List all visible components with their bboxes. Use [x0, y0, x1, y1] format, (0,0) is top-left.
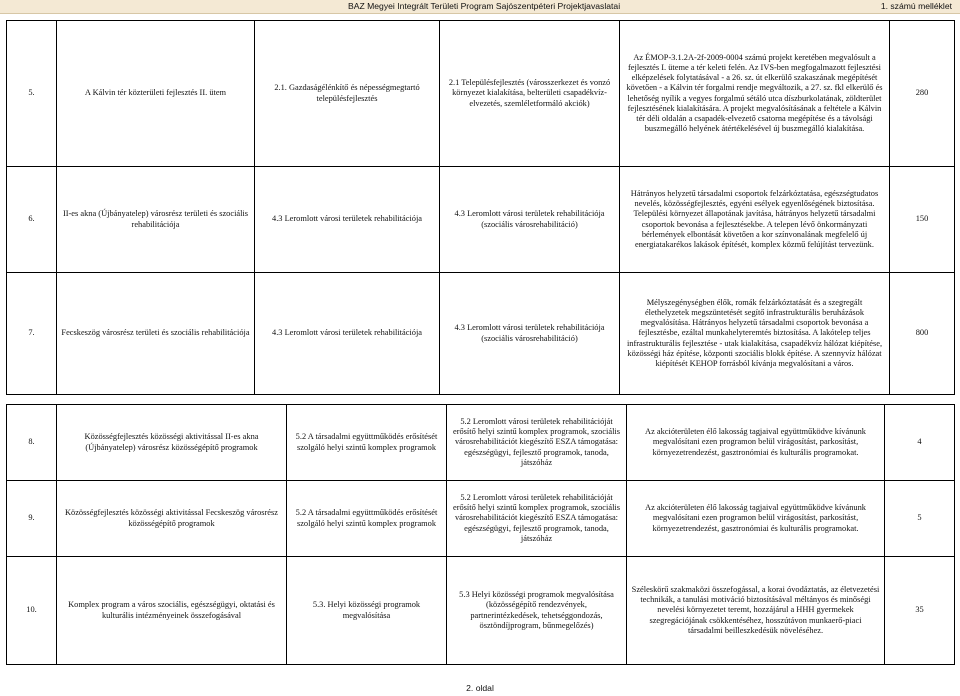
project-name: Fecskeszög városrész területi és szociális rehabilitációja: [57, 273, 255, 395]
project-name: II-es akna (Újbányatelep) városrész területi és szociális rehabilitációja: [57, 167, 255, 273]
priority-cell: 5.2 A társadalmi együttműködés erősítését szolgáló helyi szintű komplex programok: [287, 405, 447, 481]
table-row: [7, 273, 955, 395]
measure-cell: 4.3 Leromlott városi területek rehabilitációja (szociális városrehabilitáció): [440, 273, 620, 395]
table-row: [7, 21, 955, 167]
table-row: [7, 167, 955, 273]
document-title: BAZ Megyei Integrált Területi Program Sajószentpéteri Projektjavaslatai: [348, 1, 621, 11]
amount-cell: 280: [890, 21, 955, 167]
amount-cell: 800: [890, 273, 955, 395]
measure-cell: 5.3 Helyi közösségi programok megvalósítása (közösségépítő rendezvények, partnerintézkedések, tehetséggondozás, ösztöndíjprogram, bűnmegelőzés): [447, 557, 627, 665]
amount-cell: 5: [885, 481, 955, 557]
row-number: 6.: [7, 167, 57, 273]
description-cell: Mélyszegénységben élők, romák felzárkóztatását és a szegregált élethelyzetek megszüntetését segítő infrastrukturális beruházások megvalósítása. Hátrányos helyzetű társadalmi csoportok bevonása a fejlesztésbe, ezáltal munkahelyteremtés biztosítása. A lakótelep teljes infrastrukturális fejlesztése - utak kialakítása, csapadékvíz hálózat kiépítése, közösségi ház építése, központi szociális blokk építése. A szennyvíz hálózat kiépítését KEHOP forrásból kívánja megvalósítani a város.: [620, 273, 890, 395]
measure-cell: 2.1 Településfejlesztés (városszerkezet és vonzó környezet kialakítása, belterületi csapadékvíz-elvezetés, szemléletformáló akciók): [440, 21, 620, 167]
priority-cell: 2.1. Gazdaságélénkítő és népességmegtartó településfejlesztés: [255, 21, 440, 167]
amount-cell: 4: [885, 405, 955, 481]
project-name: Közösségfejlesztés közösségi aktivitással Fecskeszög városrész közösségépítő programok: [57, 481, 287, 557]
priority-cell: 5.2 A társadalmi együttműködés erősítését szolgáló helyi szintű komplex programok: [287, 481, 447, 557]
amount-cell: 150: [890, 167, 955, 273]
amount-cell: 35: [885, 557, 955, 665]
row-number: 5.: [7, 21, 57, 167]
description-cell: Az akcióterületen élő lakosság tagjaival együttműködve kívánunk megvalósítani ezen programon belül virágosítást, parkosítást, környezetrendezést, gasztronómiai és kulturális programokat.: [627, 405, 885, 481]
row-number: 7.: [7, 273, 57, 395]
row-number: 8.: [7, 405, 57, 481]
projects-table-lower: [6, 404, 955, 665]
measure-cell: 4.3 Leromlott városi területek rehabilitációja (szociális városrehabilitáció): [440, 167, 620, 273]
description-cell: Hátrányos helyzetű társadalmi csoportok felzárkóztatása, egészségtudatos nevelés, közösségfejlesztés, egyéni esélyek egyenlőségének biztosítása. Települési környezet állapotának javítása, hátrányos helyzetű társadalmi csoportok bevonása a fejlesztésekbe. A telepen lévő önkormányzati bérlemények elbontását követően a kor színvonalának megfelelő új energiatakarékos lakások építését, komplex közmű felújítást tervezünk.: [620, 167, 890, 273]
row-number: 10.: [7, 557, 57, 665]
table-row: [7, 481, 955, 557]
project-name: Közösségfejlesztés közösségi aktivitással II-es akna (Újbányatelep) városrész közösségépítő programok: [57, 405, 287, 481]
page-header: [0, 0, 960, 14]
projects-table-upper: [6, 20, 955, 395]
table-row: [7, 405, 955, 481]
project-name: A Kálvin tér közterületi fejlesztés II. ütem: [57, 21, 255, 167]
priority-cell: 4.3 Leromlott városi területek rehabilitációja: [255, 167, 440, 273]
annex-label: 1. számú melléklet: [880, 1, 952, 11]
priority-cell: 5.3. Helyi közösségi programok megvalósítása: [287, 557, 447, 665]
priority-cell: 4.3 Leromlott városi területek rehabilitációja: [255, 273, 440, 395]
row-number: 9.: [7, 481, 57, 557]
project-name: Komplex program a város szociális, egészségügyi, oktatási és kulturális intézményeinek összefogásával: [57, 557, 287, 665]
table-row: [7, 557, 955, 665]
measure-cell: 5.2 Leromlott városi területek rehabilitációját erősítő helyi szintű komplex programok, szociális városrehabilitációt kiegészítő ESZA támogatása: egészségügyi, fejlesztő programok, tanoda, játszóház: [447, 481, 627, 557]
description-cell: Széleskörű szakmaközi összefogással, a korai óvodáztatás, az életvezetési technikák, a tanulási motiváció biztosításával méltányos és minőségi nevelési környezetet teremt, hozzájárul a HHH gyermekek szegregációjának csökkentéséhez, hosszútávon munkaerő-piaci társadalmi beilleszkedésük növeléséhez.: [627, 557, 885, 665]
page-number: 2. oldal: [466, 683, 494, 693]
measure-cell: 5.2 Leromlott városi területek rehabilitációját erősítő helyi szintű komplex programok, szociális városrehabilitációt kiegészítő ESZA támogatása: egészségügyi, fejlesztő programok, tanoda, játszóház: [447, 405, 627, 481]
description-cell: Az ÉMOP-3.1.2A-2f-2009-0004 számú projekt keretében megvalósult a fejlesztés I. üteme a tér keleti felén. Az IVS-ben megfogalmazott fejlesztési elképzelések folytatásával - a 26. sz. út elkerülő szakaszának megépítését követően - a Kálvin tér forgalmi rendje megváltozik, a 27. sz. fkl elkerülő és lehetőség nyílik a vegyes forgalmú sétáló utca díszburkolatának, zöldterület fejlesztésének kialakítására. A projekt megvalósításának a feltétele a Kálvin tér déli oldalán a csapadék-elvezető csatorna megépítése és a távolsági buszmegálló helyének átértékelésével új buszmegálló kialakítása.: [620, 21, 890, 167]
description-cell: Az akcióterületen élő lakosság tagjaival együttműködve kívánunk megvalósítani ezen programon belül virágosítást, parkosítást, környezetrendezést, gasztronómiai és kulturális programokat.: [627, 481, 885, 557]
